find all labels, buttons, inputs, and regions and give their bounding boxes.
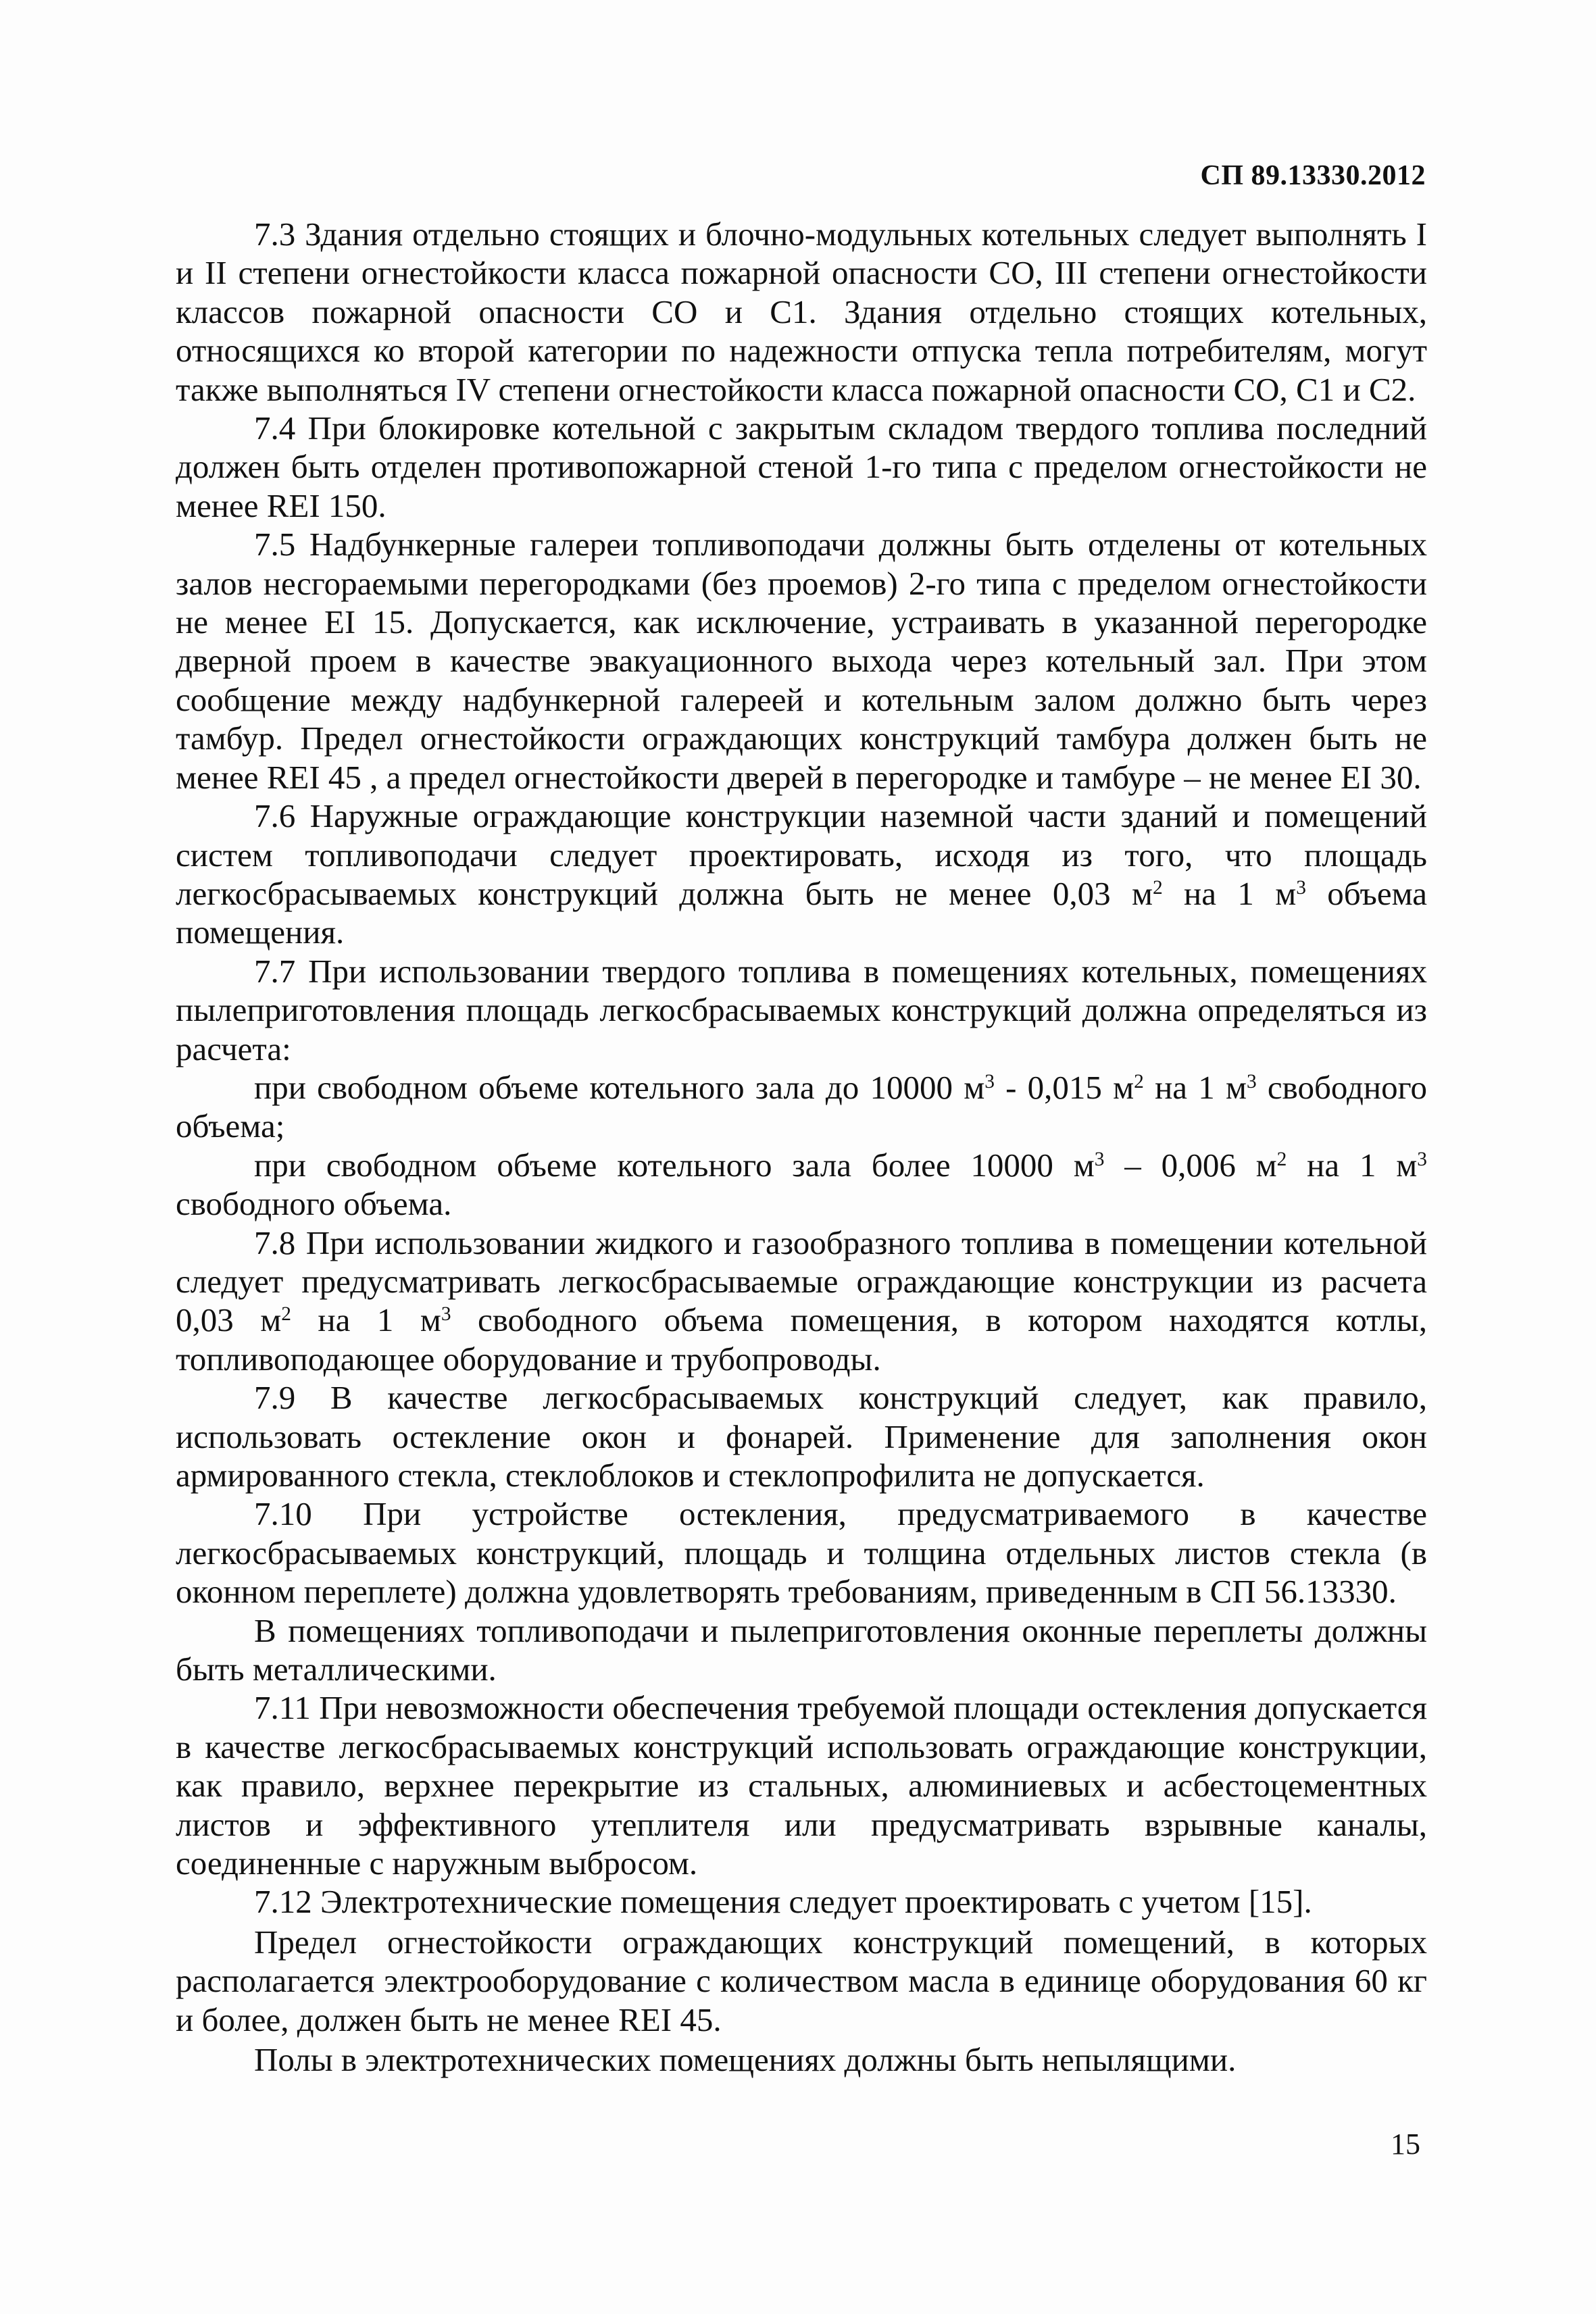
paragraph-7-7-case-1: при свободном объеме котельного зала до 10000 $м^3 - 0,015$ $м^2$ на 1 $м^3$ свободного объема; (176, 1068, 1428, 1145)
paragraph-7-12-fire-resistance: Предел огнестойкости ограждающих конструкций помещений, в которых располагается электрооборудование с количеством масла в единице оборудования 60 кг и более, должен быть не менее REI 45. (176, 1923, 1427, 2038)
paragraph-7-10-frames: В помещениях топливоподачи и пылеприготовления оконные переплеты должны быть металлическими. (176, 1611, 1427, 1688)
paragraph-7-4: 7.4 При блокировке котельной с закрытым складом твердого топлива последний должен быть отделен противопожарной стеной 1-го типа с пределом огнестойкости не менее REI 150. (176, 409, 1427, 524)
paragraph-7-7: 7.7 При использовании твердого топлива в помещениях котельных, помещениях пылеприготовления площадь легкосбрасываемых конструкций должна определяться из расчета: (176, 952, 1427, 1067)
paragraph-7-11: 7.11 При невозможности обеспечения требуемой площади остекления допускается в качестве легкосбрасываемых конструкций использовать ограждающие конструкции, как правило, верхнее перекрытие из стальных, алюминиевых и асбестоцементных листов и эффективного утеплителя или предусматривать взрывные каналы, соединенные с наружным выбросом. (176, 1689, 1427, 1882)
paragraph-7-10: 7.10 При устройстве остекления, предусматриваемого в качестве легкосбрасываемых конструкций, площадь и толщина отдельных листов стекла (в оконном переплете) должна удовлетворять требованиям, приведенным в СП 56.13330. (176, 1495, 1427, 1611)
body-text (176, 215, 1427, 2080)
page-number: 15 (1391, 2128, 1420, 2161)
paragraph-7-12-floors: Полы в электротехнических помещениях должны быть непылящими. (254, 2041, 1237, 2079)
paragraph-7-6: 7.6 Наружные ограждающие конструкции наземной части зданий и помещений систем топливоподачи следует проектировать, исходя из того, что площадь легкосбрасываемых конструкций должна быть не менее 0,03 $м^2$ на 1 $м^3$ объема помещения. (176, 797, 1428, 951)
document-code: СП 89.13330.2012 (1200, 160, 1426, 191)
paragraph-7-9: 7.9 В качестве легкосбрасываемых конструкций следует, как правило, использовать остекление окон и фонарей. Применение для заполнения окон армированного стекла, стеклоблоков и стеклопрофилита не допускается. (176, 1379, 1427, 1494)
paragraph-7-5: 7.5 Надбункерные галереи топливоподачи должны быть отделены от котельных залов несгораемыми перегородками (без проемов) 2-го типа с пределом огнестойкости не менее EI 15. Допускается, как исключение, устраивать в указанной перегородке дверной проем в качестве эвакуационного выхода через котельный зал. При этом сообщение между надбункерной галереей и котельным залом должно быть через тамбур. Предел огнестойкости ограждающих конструкций тамбура должен быть не менее REI 45 , а предел огнестойкости дверей в перегородке и тамбуре – не менее EI 30. (176, 526, 1427, 796)
paragraph-7-8: 7.8 При использовании жидкого и газообразного топлива в помещении котельной следует предусматривать легкосбрасываемые ограждающие конструкции из расчета 0,03 $м^2$ на 1 $м^3$ свободного объема помещения, в котором находятся котлы, топливоподающее оборудование и трубопроводы. (176, 1224, 1427, 1378)
paragraph-7-3: 7.3 Здания отдельно стоящих и блочно-модульных котельных следует выполнять I и II степени огнестойкости класса пожарной опасности СО, III степени огнестойкости классов пожарной опасности СО и С1. Здания отдельно стоящих котельных, относящихся ко второй категории по надежности отпуска тепла потребителям, могут также выполняться IV степени огнестойкости класса пожарной опасности СО, С1 и С2. (176, 216, 1427, 408)
paragraph-7-7-case-2: при свободном объеме котельного зала более 10000 $м^3 - 0,006$ $м^2$ на 1 $м^3$ свободного объема. (176, 1146, 1427, 1223)
paragraph-7-12: 7.12 Электротехнические помещения следует проектировать с учетом [15]. (254, 1883, 1312, 1921)
